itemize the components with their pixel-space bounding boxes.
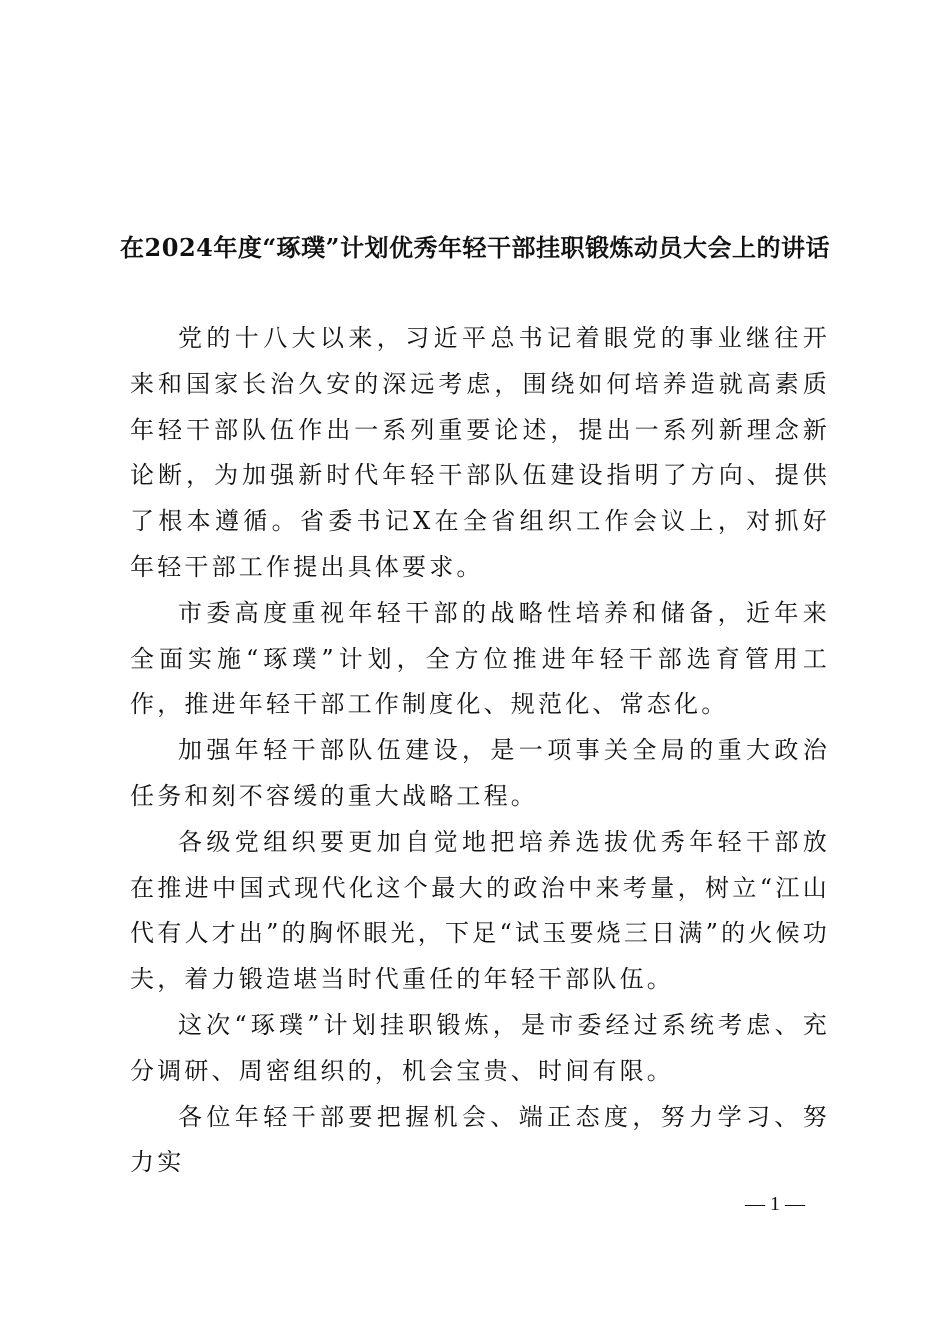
paragraph-3: 加强年轻干部队伍建设，是一项事关全局的重大政治任务和刻不容缓的重大战略工程。 (130, 736, 830, 810)
paragraph-6: 各位年轻干部要把握机会、端正态度，努力学习、努力实 (130, 1102, 830, 1177)
document-title: 在2024年度“琢璞”计划优秀年轻干部挂职锻炼动员大会上的讲话 (120, 233, 830, 262)
page-number: — 1 — (745, 1193, 805, 1215)
paragraph-1: 党的十八大以来，习近平总书记着眼党的事业继往开来和国家长治久安的深远考虑，围绕如何培养造就高素质年轻干部队伍作出一系列重要论述，提出一系列新理念新论断，为加强新时代年轻干部队伍建设指明了方向、提供了根本遵循。省委书记X在全省组织工作会议上，对抓好年轻干部工作提出具体要求。 (130, 324, 830, 581)
paragraph-4: 各级党组织要更加自觉地把培养选拔优秀年轻干部放在推进中国式现代化这个最大的政治中来考量，树立“江山代有人才出”的胸怀眼光，下足“试玉要烧三日满”的火候功夫，着力锻造堪当时代重任的年轻干部队伍。 (130, 827, 830, 994)
document-body (130, 316, 830, 1186)
paragraph-5: 这次“琢璞”计划挂职锻炼，是市委经过系统考虑、充分调研、周密组织的，机会宝贵、时间有限。 (130, 1010, 830, 1085)
paragraph-2: 市委高度重视年轻干部的战略性培养和储备，近年来全面实施“琢璞”计划，全方位推进年轻干部选育管用工作，推进年轻干部工作制度化、规范化、常态化。 (130, 598, 830, 719)
